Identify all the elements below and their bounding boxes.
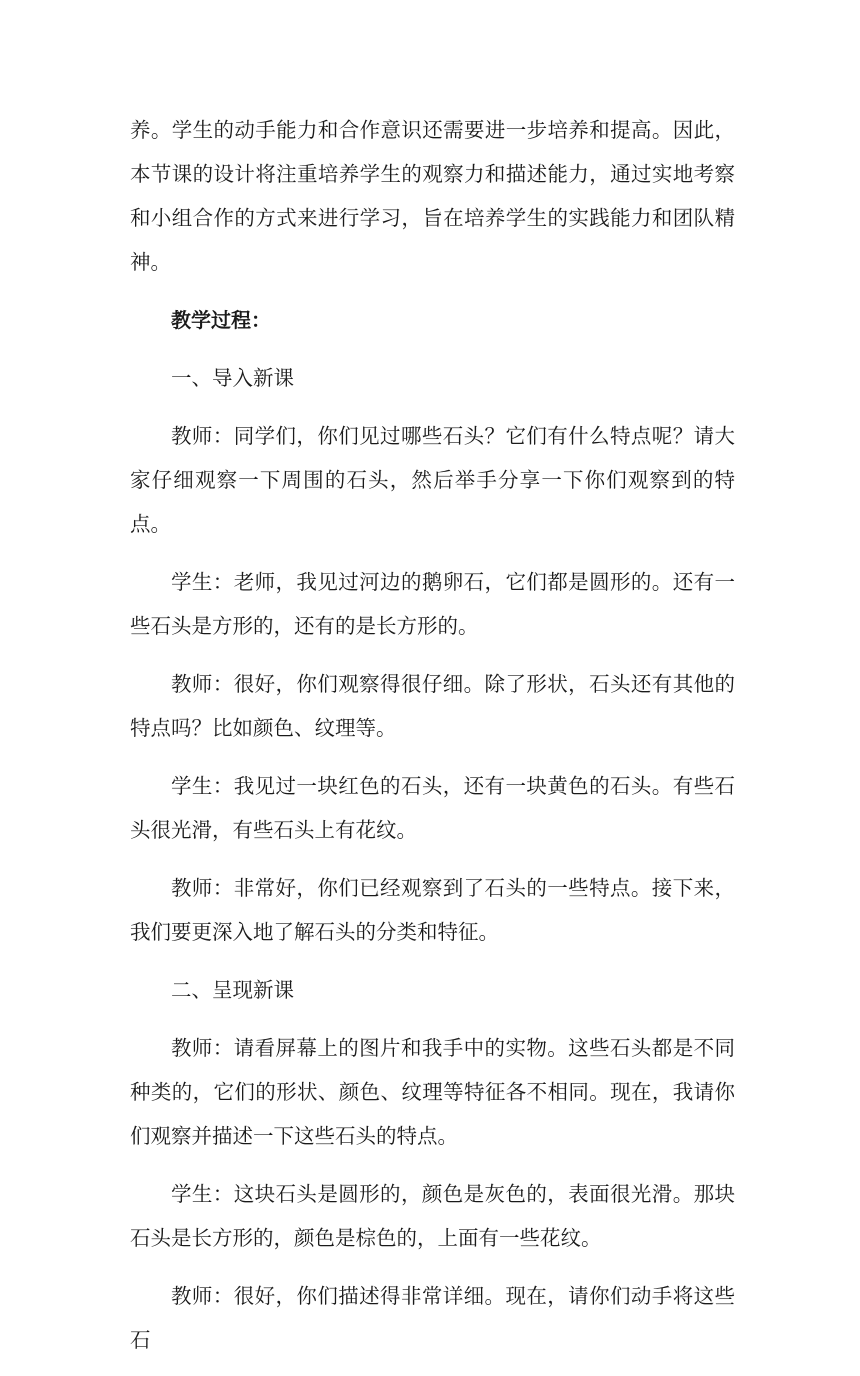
section-1-heading: 一、导入新课 xyxy=(171,366,294,390)
document-body xyxy=(130,108,735,1376)
dialog-paragraph: 教师：很好，你们描述得非常详细。现在，请你们动手将这些石 xyxy=(130,1284,735,1352)
dialog-paragraph: 教师：很好，你们观察得很仔细。除了形状，石头还有其他的特点吗？比如颜色、纹理等。 xyxy=(130,672,735,740)
dialog-paragraph: 学生：老师，我见过河边的鹅卵石，它们都是圆形的。还有一些石头是方形的，还有的是长方形的。 xyxy=(130,570,735,638)
section-2-heading: 二、呈现新课 xyxy=(171,978,294,1002)
dialog-paragraph: 学生：这块石头是圆形的，颜色是灰色的，表面很光滑。那块石头是长方形的，颜色是棕色的，上面有一些花纹。 xyxy=(130,1182,735,1250)
teaching-process-heading: 教学过程： xyxy=(171,308,271,332)
dialog-paragraph: 教师：请看屏幕上的图片和我手中的实物。这些石头都是不同种类的，它们的形状、颜色、纹理等特征各不相同。现在，我请你们观察并描述一下这些石头的特点。 xyxy=(130,1036,735,1148)
dialog-paragraph: 教师：同学们，你们见过哪些石头？它们有什么特点呢？请大家仔细观察一下周围的石头，然后举手分享一下你们观察到的特点。 xyxy=(130,424,735,536)
intro-continuation-paragraph: 养。学生的动手能力和合作意识还需要进一步培养和提高。因此，本节课的设计将注重培养学生的观察力和描述能力，通过实地考察和小组合作的方式来进行学习，旨在培养学生的实践能力和团队精神。 xyxy=(130,118,735,274)
dialog-paragraph: 学生：我见过一块红色的石头，还有一块黄色的石头。有些石头很光滑，有些石头上有花纹。 xyxy=(130,774,735,842)
dialog-paragraph: 教师：非常好，你们已经观察到了石头的一些特点。接下来，我们要更深入地了解石头的分类和特征。 xyxy=(130,876,735,944)
